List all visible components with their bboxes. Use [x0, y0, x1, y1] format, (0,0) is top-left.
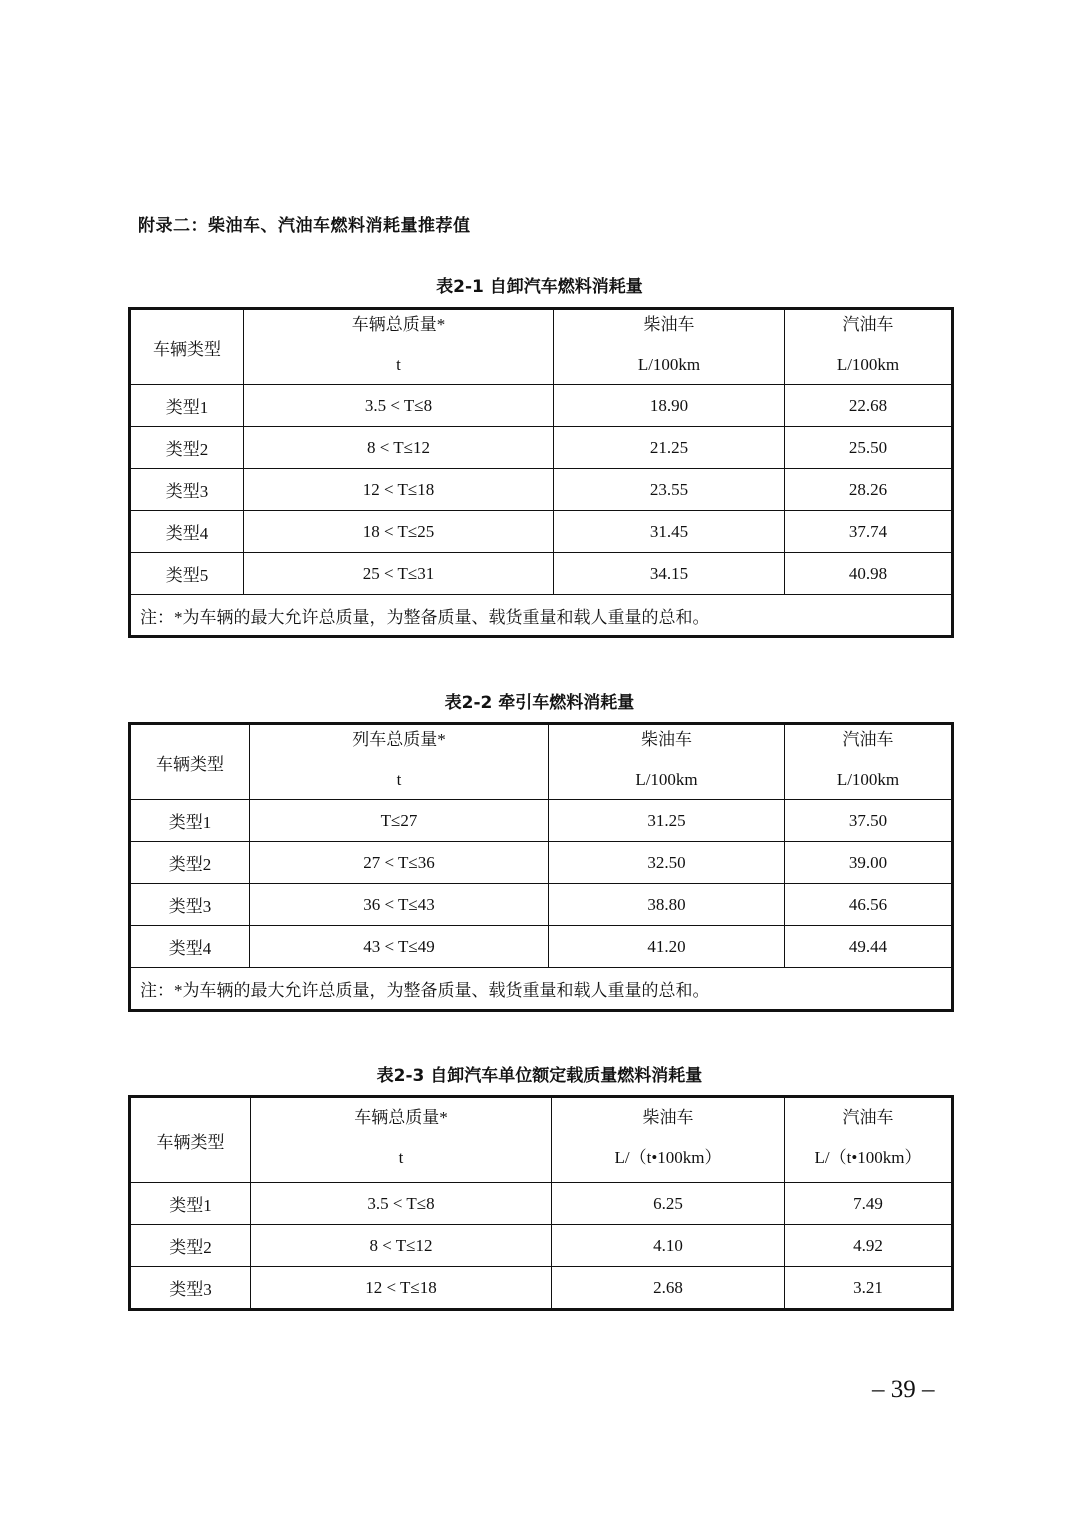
cell-gasoline: 49.44 [785, 926, 953, 968]
table-header-row [130, 724, 953, 800]
cell-gasoline: 25.50 [785, 427, 953, 469]
cell-mass-range: 18 < T≤25 [244, 511, 554, 553]
cell-diesel: 34.15 [554, 553, 785, 595]
cell-vehicle-type: 类型1 [130, 1183, 251, 1225]
table-note: 注：*为车辆的最大允许总质量，为整备质量、载货重量和载人重量的总和。 [130, 595, 953, 637]
table-note-row [130, 968, 953, 1011]
cell-gasoline: 39.00 [785, 842, 953, 884]
cell-vehicle-type: 类型4 [130, 511, 244, 553]
header-mass-label: 车辆总质量* [354, 1108, 448, 1127]
cell-diesel: 23.55 [554, 469, 785, 511]
header-gasoline [785, 309, 953, 385]
header-vehicle-type: 车辆类型 [130, 1097, 251, 1183]
table-header-row [130, 1097, 953, 1183]
cell-diesel: 18.90 [554, 385, 785, 427]
cell-mass-range: 12 < T≤18 [251, 1267, 552, 1310]
header-gasoline [785, 724, 953, 800]
header-diesel [549, 724, 785, 800]
header-diesel-unit: L/（t•100km） [614, 1148, 722, 1167]
table-2-2 [128, 722, 954, 1012]
table-2-2-caption: 表2-2 牵引车燃料消耗量 [444, 693, 635, 713]
header-gasoline-label: 汽油车 [842, 1108, 894, 1127]
header-diesel-unit: L/100km [635, 770, 698, 789]
table-row [130, 1183, 953, 1225]
table-row [130, 511, 953, 553]
cell-gasoline: 4.92 [785, 1225, 953, 1267]
header-mass-unit: t [396, 770, 402, 789]
cell-vehicle-type: 类型2 [130, 1225, 251, 1267]
cell-gasoline: 37.74 [785, 511, 953, 553]
cell-gasoline: 3.21 [785, 1267, 953, 1310]
header-diesel-label: 柴油车 [642, 1108, 694, 1127]
cell-mass-range: 43 < T≤49 [250, 926, 549, 968]
header-gasoline [785, 1097, 953, 1183]
cell-diesel: 38.80 [549, 884, 785, 926]
header-diesel-unit: L/100km [637, 355, 701, 374]
header-mass-unit: t [396, 355, 401, 374]
table-2-1 [128, 307, 954, 638]
header-total-mass [250, 724, 549, 800]
table-row [130, 427, 953, 469]
cell-vehicle-type: 类型3 [130, 1267, 251, 1310]
cell-mass-range: 27 < T≤36 [250, 842, 549, 884]
cell-diesel: 32.50 [549, 842, 785, 884]
cell-diesel: 4.10 [552, 1225, 785, 1267]
cell-mass-range: 25 < T≤31 [244, 553, 554, 595]
table-row [130, 469, 953, 511]
header-gasoline-unit: L/（t•100km） [814, 1148, 922, 1167]
cell-mass-range: 3.5 < T≤8 [251, 1183, 552, 1225]
header-diesel [552, 1097, 785, 1183]
cell-mass-range: 36 < T≤43 [250, 884, 549, 926]
cell-diesel: 21.25 [554, 427, 785, 469]
table-row [130, 800, 953, 842]
cell-gasoline: 7.49 [785, 1183, 953, 1225]
cell-diesel: 31.25 [549, 800, 785, 842]
cell-mass-range: T≤27 [250, 800, 549, 842]
cell-diesel: 31.45 [554, 511, 785, 553]
cell-diesel: 2.68 [552, 1267, 785, 1310]
cell-mass-range: 3.5 < T≤8 [244, 385, 554, 427]
cell-mass-range: 12 < T≤18 [244, 469, 554, 511]
header-mass-label: 车辆总质量* [351, 315, 446, 334]
table-row [130, 553, 953, 595]
cell-gasoline: 28.26 [785, 469, 953, 511]
cell-gasoline: 40.98 [785, 553, 953, 595]
header-diesel-label: 柴油车 [641, 730, 692, 749]
cell-vehicle-type: 类型3 [130, 884, 250, 926]
table-row [130, 842, 953, 884]
cell-vehicle-type: 类型3 [130, 469, 244, 511]
header-total-mass [251, 1097, 552, 1183]
table-2-3-caption: 表2-3 自卸汽车单位额定载质量燃料消耗量 [376, 1066, 703, 1086]
header-mass-label: 列车总质量* [352, 730, 446, 749]
table-row [130, 1267, 953, 1310]
cell-vehicle-type: 类型2 [130, 427, 244, 469]
table-note-row [130, 595, 953, 637]
header-diesel-label: 柴油车 [643, 315, 695, 334]
cell-vehicle-type: 类型1 [130, 800, 250, 842]
cell-mass-range: 8 < T≤12 [251, 1225, 552, 1267]
appendix-title: 附录二：柴油车、汽油车燃料消耗量推荐值 [138, 216, 471, 236]
table-row [130, 385, 953, 427]
cell-diesel: 6.25 [552, 1183, 785, 1225]
header-gasoline-unit: L/100km [836, 355, 900, 374]
cell-vehicle-type: 类型1 [130, 385, 244, 427]
cell-gasoline: 22.68 [785, 385, 953, 427]
table-2-3 [128, 1095, 954, 1311]
header-gasoline-label: 汽油车 [842, 315, 894, 334]
header-vehicle-type: 车辆类型 [130, 309, 244, 385]
table-header-row [130, 309, 953, 385]
header-gasoline-label: 汽油车 [842, 730, 894, 749]
page-number: – 39 – [872, 1376, 935, 1403]
cell-vehicle-type: 类型4 [130, 926, 250, 968]
table-2-1-caption: 表2-1 自卸汽车燃料消耗量 [436, 277, 643, 297]
table-row [130, 1225, 953, 1267]
table-row [130, 926, 953, 968]
header-vehicle-type: 车辆类型 [130, 724, 250, 800]
header-total-mass [244, 309, 554, 385]
header-diesel [554, 309, 785, 385]
cell-gasoline: 46.56 [785, 884, 953, 926]
cell-vehicle-type: 类型2 [130, 842, 250, 884]
cell-vehicle-type: 类型5 [130, 553, 244, 595]
header-mass-unit: t [398, 1148, 404, 1167]
cell-mass-range: 8 < T≤12 [244, 427, 554, 469]
cell-gasoline: 37.50 [785, 800, 953, 842]
cell-diesel: 41.20 [549, 926, 785, 968]
table-note: 注：*为车辆的最大允许总质量，为整备质量、载货重量和载人重量的总和。 [130, 968, 953, 1011]
header-gasoline-unit: L/100km [836, 770, 900, 789]
table-row [130, 884, 953, 926]
